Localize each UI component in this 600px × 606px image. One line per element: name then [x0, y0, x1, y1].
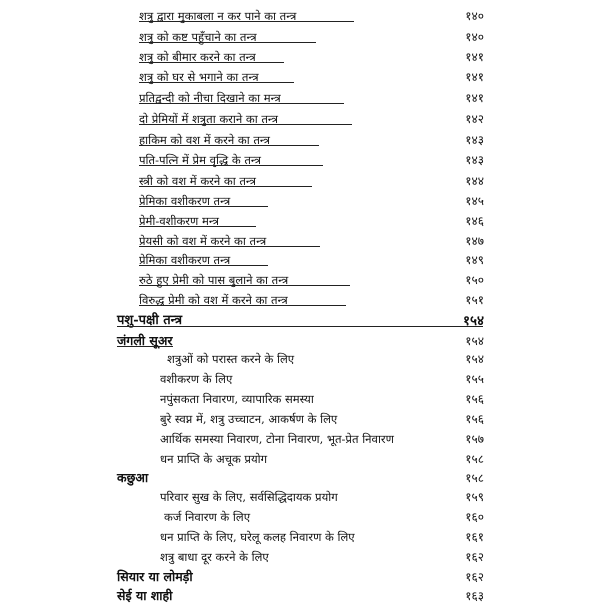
toc-page-number: १४१: [465, 70, 484, 84]
toc-entry: [0, 67, 600, 87]
toc-entry-title: धन प्राप्ति के अचूक प्रयोग: [160, 452, 268, 466]
toc-entry: [0, 507, 600, 527]
underline-rule: [139, 124, 352, 125]
toc-entry-title: प्रेमिका वशीकरण तन्त्र: [139, 194, 231, 208]
toc-page-number: १५४: [465, 352, 484, 366]
toc-entry: [0, 88, 600, 108]
toc-page-number: १४७: [465, 234, 484, 248]
toc-entry: [0, 449, 600, 469]
underline-rule: [139, 21, 354, 22]
toc-page-number: १४३: [465, 153, 484, 167]
toc-entry: [0, 369, 600, 389]
toc-entry-title: धन प्राप्ति के लिए, घरेलू कलह निवारण के लिए: [160, 530, 355, 544]
toc-entry: [0, 349, 600, 369]
toc-page-number: १६१: [465, 530, 484, 544]
underline-rule: [139, 165, 323, 166]
toc-entry: [0, 150, 600, 170]
toc-entry-title: विरुद्ध प्रेमी को वश में करने का तन्त्र: [139, 293, 288, 307]
underline-rule: [117, 346, 173, 347]
toc-page-number: १५५: [465, 372, 484, 386]
toc-entry-title: प्रतिद्वन्दी को नीचा दिखाने का मन्त्र: [139, 91, 281, 105]
underline-rule: [139, 42, 316, 43]
toc-entry-title: रुठे हुए प्रेमी को पास बुलाने का तन्त्र: [139, 273, 289, 287]
toc-entry: [0, 270, 600, 290]
toc-page-number: १४५: [465, 194, 484, 208]
toc-entry-title: आर्थिक समस्या निवारण, टोना निवारण, भूत-प्रेत निवारण: [160, 432, 394, 446]
toc-entry: [0, 389, 600, 409]
underline-rule: [139, 246, 320, 247]
underline-rule: [139, 285, 350, 286]
toc-entry-title: सेई या शाही: [117, 588, 173, 603]
toc-page-number: १४९: [465, 253, 484, 267]
toc-entry: [0, 27, 600, 47]
toc-page-number: १५९: [465, 490, 484, 504]
toc-page-number: १५८: [465, 452, 484, 466]
toc-page-number: १५१: [465, 293, 484, 307]
underline-rule: [139, 62, 284, 63]
toc-entry-title: शत्रु को कष्ट पहुँचाने का तन्त्र: [139, 30, 257, 44]
toc-entry-title: सियार या लोमड़ी: [117, 569, 193, 584]
toc-entry-title: शत्रु को घर से भगाने का तन्त्र: [139, 70, 259, 84]
toc-entry: [0, 250, 600, 270]
toc-entry-title: जंगली सूअर: [117, 333, 173, 348]
toc-entry-title: बुरे स्वप्न में, शत्रु उच्चाटन, आकर्षण के लिए: [160, 412, 338, 426]
toc-entry: [0, 109, 600, 129]
toc-entry-title: पशु-पक्षी तन्त्र: [117, 313, 183, 328]
toc-entry: [0, 409, 600, 429]
toc-page-number: १५६: [465, 412, 484, 426]
toc-page-number: १४१: [465, 50, 484, 64]
toc-entry: [0, 429, 600, 449]
underline-rule: [139, 206, 268, 207]
underline-rule: [139, 103, 344, 104]
underline-rule: [117, 326, 483, 327]
toc-entry: [0, 547, 600, 567]
toc-page-number: १५४: [465, 334, 484, 348]
toc-page-number: १६२: [465, 550, 484, 564]
toc-page-number: १४२: [465, 112, 484, 126]
underline-rule: [139, 226, 256, 227]
toc-entry: [0, 6, 600, 26]
underline-rule: [139, 82, 294, 83]
toc-entry-title: शत्रु द्वारा मुकाबला न कर पाने का तन्त्र: [139, 9, 297, 23]
toc-entry-title: स्त्री को वश में करने का तन्त्र: [139, 174, 257, 188]
toc-page-number: १५८: [465, 471, 484, 485]
toc-subsection-heading: [0, 567, 600, 587]
toc-page-number: १६२: [465, 570, 484, 584]
toc-page-number: १४४: [465, 174, 484, 188]
toc-entry-title: प्रेयसी को वश में करने का तन्त्र: [139, 234, 267, 248]
toc-page-number: १६०: [465, 510, 484, 524]
toc-page-number: १५४: [462, 313, 484, 329]
toc-page-number: १५६: [465, 392, 484, 406]
toc-page-number: १५७: [465, 432, 484, 446]
toc-entry-title: हाकिम को वश में करने का तन्त्र: [139, 133, 270, 147]
toc-entry: [0, 527, 600, 547]
toc-entry: [0, 290, 600, 310]
toc-entry: [0, 191, 600, 211]
toc-page-number: १४३: [465, 133, 484, 147]
toc-page-number: १६३: [465, 589, 484, 603]
toc-entry: [0, 171, 600, 191]
underline-rule: [139, 186, 312, 187]
toc-entry-title: शत्रु को बीमार करने का तन्त्र: [139, 50, 256, 64]
toc-page-number: १५०: [465, 273, 484, 287]
toc-entry-title: कछुआ: [117, 470, 149, 485]
toc-entry-title: नपुंसकता निवारण, व्यापारिक समस्या: [160, 392, 314, 406]
toc-page-number: १४०: [465, 9, 484, 23]
toc-subsection-heading: [0, 468, 600, 488]
toc-subsection-heading: [0, 331, 600, 351]
toc-entry: [0, 487, 600, 507]
toc-entry-title: प्रेमिका वशीकरण तन्त्र: [139, 253, 231, 267]
toc-entry-title: पति-पत्नि में प्रेम वृद्धि के तन्त्र: [139, 153, 261, 167]
toc-entry-title: परिवार सुख के लिए, सर्वसिद्धिदायक प्रयोग: [160, 490, 338, 504]
toc-page-number: १४१: [465, 91, 484, 105]
toc-entry-title: शत्रुओं को परास्त करने के लिए: [167, 352, 295, 366]
toc-entry: [0, 130, 600, 150]
toc-entry: [0, 47, 600, 67]
toc-page-number: १४६: [465, 214, 484, 228]
toc-section-heading: [0, 311, 600, 331]
toc-entry-title: कर्ज निवारण के लिए: [164, 510, 251, 524]
toc-entry: [0, 231, 600, 251]
toc-entry-title: शत्रु बाधा दूर करने के लिए: [160, 550, 269, 564]
toc-entry-title: दो प्रेमियों में शत्रुता कराने का तन्त्र: [139, 112, 278, 126]
toc-entry-title: वशीकरण के लिए: [160, 372, 233, 386]
toc-entry: [0, 211, 600, 231]
underline-rule: [139, 265, 268, 266]
toc-subsection-heading: [0, 586, 600, 606]
toc-entry-title: प्रेमी-वशीकरण मन्त्र: [139, 214, 219, 228]
underline-rule: [139, 305, 346, 306]
underline-rule: [139, 145, 319, 146]
toc-page-number: १४०: [465, 30, 484, 44]
